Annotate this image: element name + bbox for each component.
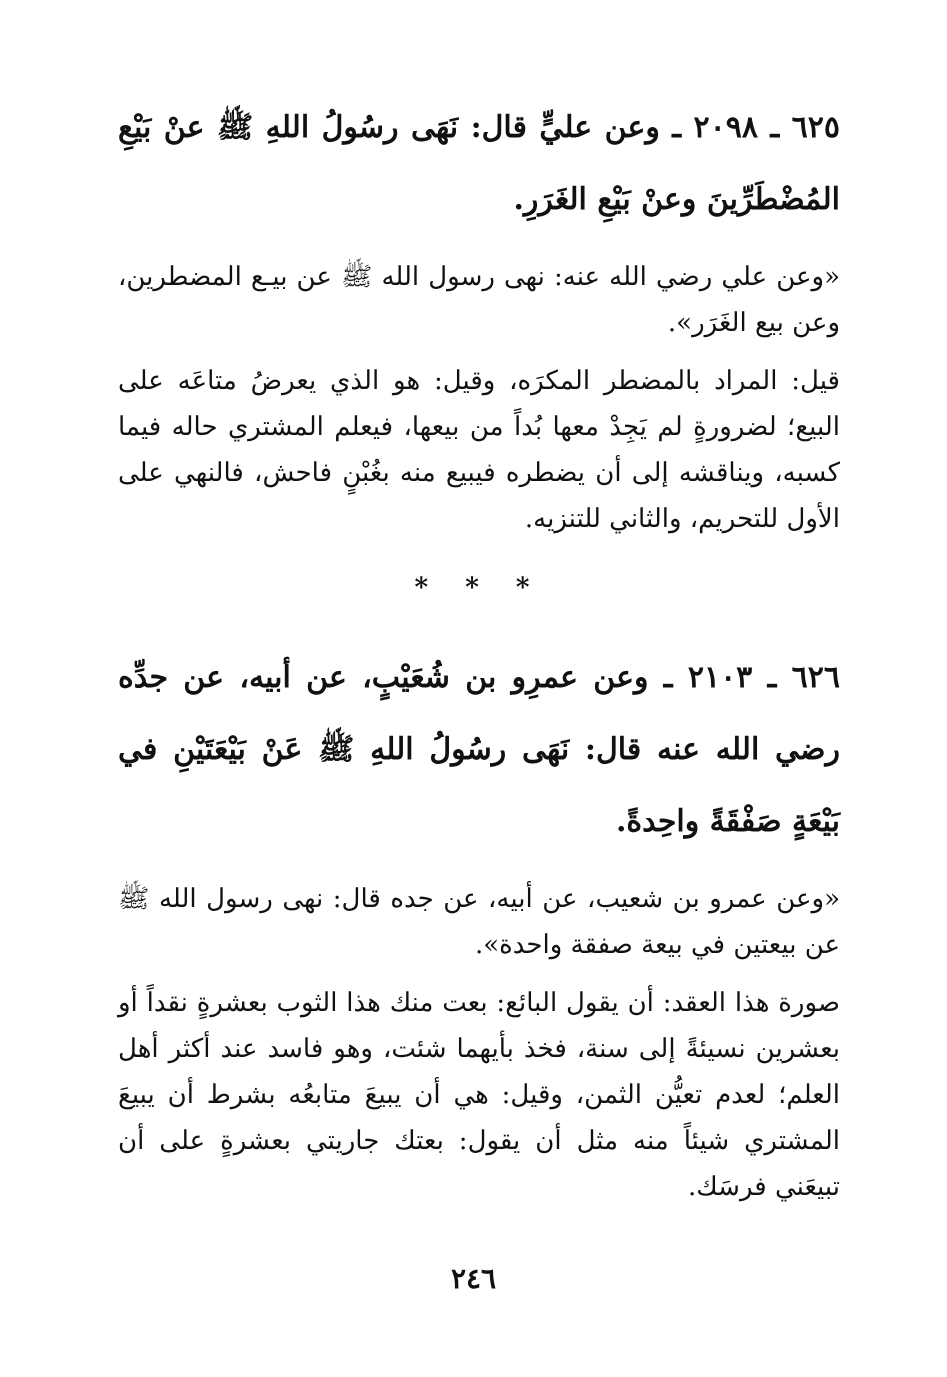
- commentary-625-explanation: قيل: المراد بالمضطر المكرَه، وقيل: هو الذي يعرضُ متاعَه على البيع؛ لضرورةٍ لم يَجِدْ معها بُداً من بيعها، فيعلم المشتري حاله فيما كسبه، ويناقشه إلى أن يضطره فيبيع منه بغُبْنٍ فاحش، فالنهي على الأول للتحريم، والثاني للتنزيه.: [118, 366, 840, 534]
- section-separator: * * *: [414, 573, 544, 603]
- commentary-626-quote: «وعن عمرو بن شعيب، عن أبيه، عن جده قال: نهى رسول الله ﷺ عن بيعتين في بيعة صفقة واحدة».: [118, 884, 840, 960]
- commentary-626-explanation: صورة هذا العقد: أن يقول البائع: بعت منك هذا الثوب بعشرةٍ نقداً أو بعشرين نسيئةً إلى سنة، فخذ بأيهما شئت، وهو فاسد عند أكثر أهل العلم؛ لعدم تعيُّن الثمن، وقيل: هي أن يبيعَ متابعُه بشرط أن يبيعَ المشتري شيئاً منه مثل أن يقول: بعتك جاريتي بعشرةٍ على أن تبيعَني فرسَك.: [118, 988, 840, 1202]
- commentary-625-quote: «وعن علي رضي الله عنه: نهى رسول الله ﷺ عن بيـع المضطرين، وعن بيع الغَرَر».: [118, 262, 840, 338]
- hadith-626-text: ٦٢٦ ـ ٢١٠٣ ـ وعن عمرِو بن شُعَيْبٍ، عن أبيه، عن جدِّه رضي الله عنه قال: نَهَى رسُولُ اللهِ ﷺ عَنْ بَيْعَتَيْنِ في بَيْعَةٍ صَفْقَةً واحِدةً.: [118, 660, 840, 839]
- hadith-625-text: ٦٢٥ ـ ٢٠٩٨ ـ وعن عليٍّ قال: نَهَى رسُولُ اللهِ ﷺ عنْ بَيْعِ المُضْطَرِّينَ وعنْ بَيْعِ الغَرَرِ.: [118, 110, 840, 217]
- page-body: [118, 92, 840, 1210]
- page-number: ٢٤٦: [450, 1262, 497, 1295]
